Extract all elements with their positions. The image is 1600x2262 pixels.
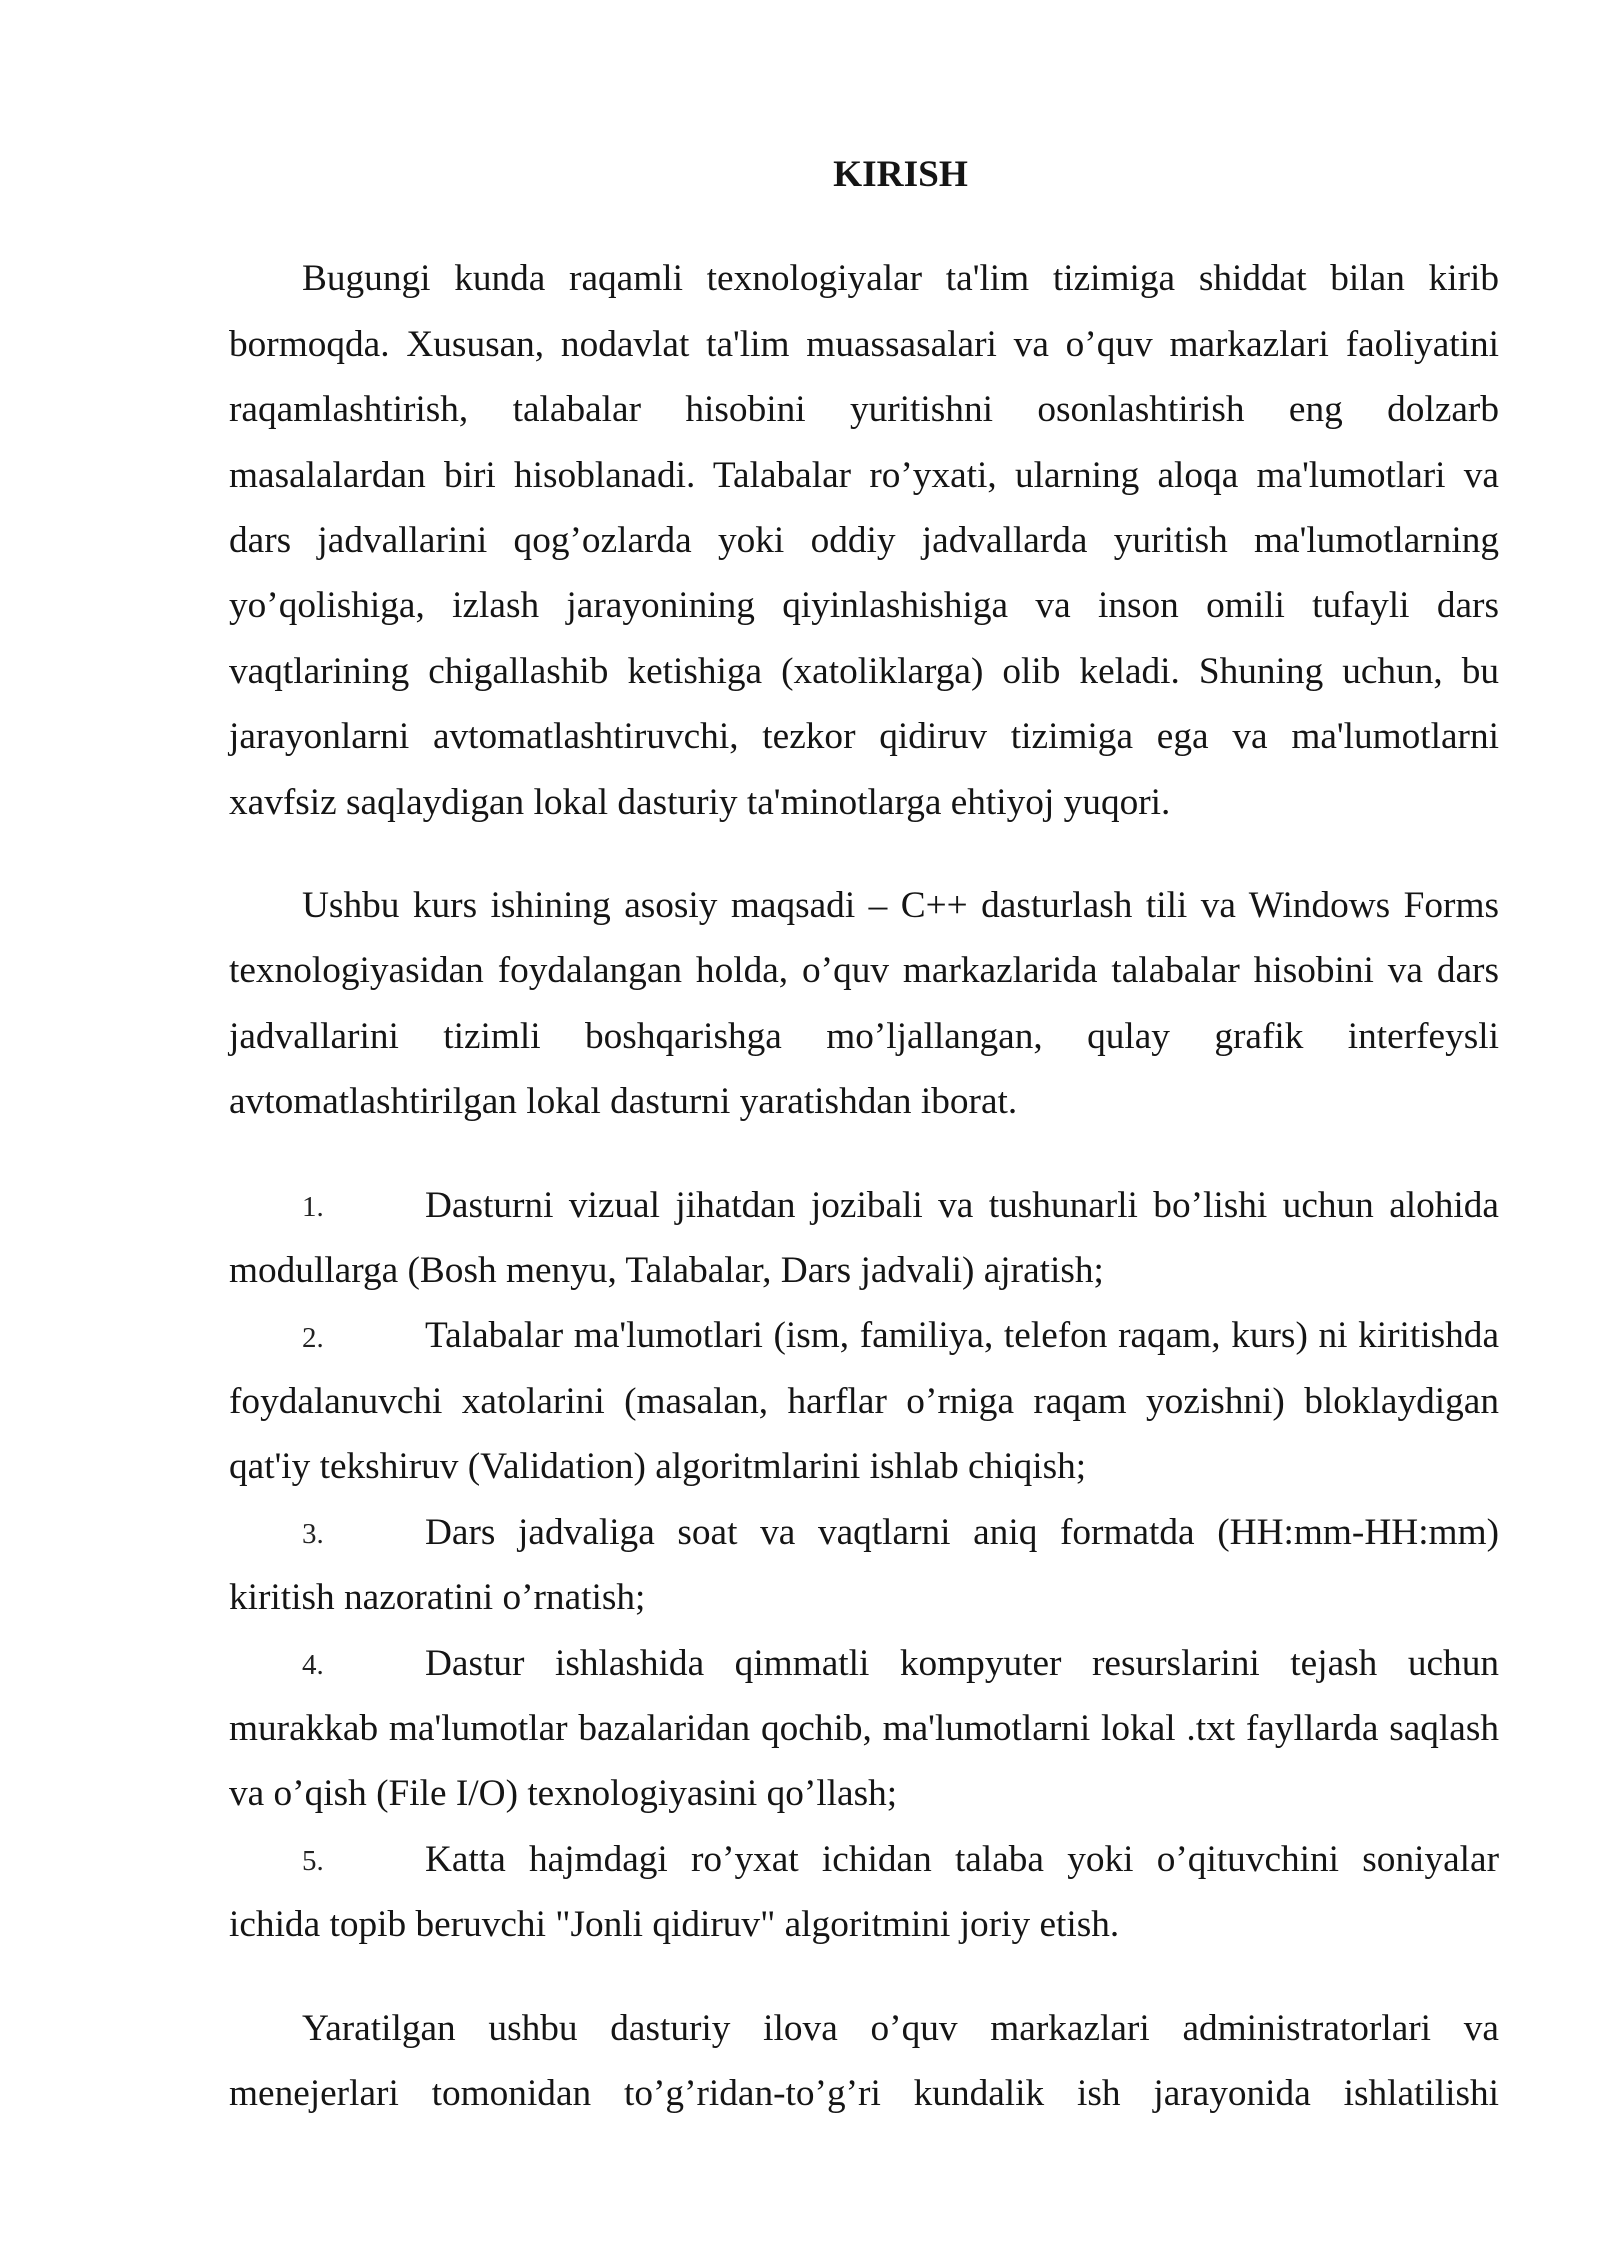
paragraph-line <box>229 2061 1499 2126</box>
paragraph-line <box>229 312 1499 377</box>
line-text: dars jadvallarini qog’ozlarda yoki oddiy jadvallarda yuritish ma'lumotlarning <box>229 519 1499 561</box>
line-text: yo’qolishiga, izlash jarayonining qiyinlashishiga va inson omili tufayli dars <box>229 585 1499 627</box>
intro-paragraph <box>229 246 1499 835</box>
section-title: KIRISH <box>833 153 968 195</box>
line-text: Katta hajmdagi ro’yxat ichidan talaba yoki o’qituvchini soniyalar <box>425 1838 1499 1880</box>
list-item <box>229 1827 1499 1958</box>
line-text: vaqtlarining chigallashib ketishiga (xatoliklarga) olib keladi. Shuning uchun, bu <box>229 650 1499 692</box>
line-text: murakkab ma'lumotlar bazalaridan qochib, ma'lumotlarni lokal .txt fayllarda saqlash <box>229 1708 1499 1750</box>
paragraph-line <box>229 443 1499 508</box>
paragraph-line <box>229 873 1499 938</box>
paragraph-line <box>229 573 1499 638</box>
list-number: 4. <box>302 1649 324 1682</box>
line-text: ichida topib beruvchi "Jonli qidiruv" algoritmini joriy etish. <box>229 1904 1120 1946</box>
paragraph-line <box>229 377 1499 442</box>
line-text: jarayonlarni avtomatlashtiruvchi, tezkor qidiruv tizimiga ega va ma'lumotlarni <box>229 716 1499 758</box>
line-text: Bugungi kunda raqamli texnologiyalar ta'lim tizimiga shiddat bilan kirib <box>302 258 1499 300</box>
numbered-list <box>229 1173 1499 1958</box>
line-text: raqamlashtirish, talabalar hisobini yuritishni osonlashtirish eng dolzarb <box>229 389 1499 431</box>
paragraph-line <box>229 704 1499 769</box>
line-text: va o’qish (File I/O) texnologiyasini qo’llash; <box>229 1773 898 1815</box>
list-item-line <box>229 1827 1499 1892</box>
line-text: qat'iy tekshiruv (Validation) algoritmlarini ishlab chiqish; <box>229 1446 1087 1488</box>
paragraph-line <box>229 1069 1499 1134</box>
line-text: Yaratilgan ushbu dasturiy ilova o’quv markazlari administratorlari va <box>302 2007 1499 2049</box>
list-item <box>229 1500 1499 1631</box>
list-item-line <box>229 1369 1499 1434</box>
list-item <box>229 1173 1499 1304</box>
document-page <box>229 142 1499 2165</box>
line-text: modullarga (Bosh menyu, Talabalar, Dars jadvali) ajratish; <box>229 1249 1104 1291</box>
paragraph-line <box>229 639 1499 704</box>
list-item-line <box>229 1303 1499 1368</box>
list-item-line <box>229 1565 1499 1630</box>
list-item <box>229 1631 1499 1827</box>
paragraph-line <box>229 246 1499 311</box>
line-text: Dastur ishlashida qimmatli kompyuter resurslarini tejash uchun <box>425 1642 1499 1684</box>
list-item-line <box>229 1892 1499 1957</box>
line-text: menejerlari tomonidan to’g’ridan-to’g’ri kundalik ish jarayonida ishlatilishi <box>229 2073 1499 2114</box>
list-item-line <box>229 1238 1499 1303</box>
goal-paragraph <box>229 873 1499 1135</box>
line-text: avtomatlashtirilgan lokal dasturni yaratishdan iborat. <box>229 1081 1018 1123</box>
list-number: 5. <box>302 1845 324 1878</box>
list-number: 3. <box>302 1518 324 1551</box>
list-item-line <box>229 1761 1499 1826</box>
line-text: kiritish nazoratini o’rnatish; <box>229 1577 646 1619</box>
list-item-line <box>229 1434 1499 1499</box>
paragraph-line <box>229 1996 1499 2061</box>
line-text: bormoqda. Xususan, nodavlat ta'lim muassasalari va o’quv markazlari faoliyatini <box>229 323 1499 365</box>
paragraph-line <box>229 770 1499 835</box>
paragraph-line <box>229 508 1499 573</box>
line-text: jadvallarini tizimli boshqarishga mo’ljallangan, qulay grafik interfeysli <box>229 1015 1499 1057</box>
line-text: Dasturni vizual jihatdan jozibali va tushunarli bo’lishi uchun alohida <box>425 1184 1499 1226</box>
paragraph-line <box>229 938 1499 1003</box>
line-text: texnologiyasidan foydalangan holda, o’quv markazlarida talabalar hisobini va dars <box>229 950 1499 992</box>
list-item-line <box>229 1173 1499 1238</box>
paragraph-line <box>229 1004 1499 1069</box>
line-text: Ushbu kurs ishining asosiy maqsadi – C++ dasturlash tili va Windows Forms <box>302 884 1499 926</box>
line-text: Talabalar ma'lumotlari (ism, familiya, telefon raqam, kurs) ni kiritishda <box>425 1315 1499 1357</box>
line-text: xavfsiz saqlaydigan lokal dasturiy ta'minotlarga ehtiyoj yuqori. <box>229 781 1171 823</box>
list-number: 2. <box>302 1321 324 1354</box>
line-text: Dars jadvaliga soat va vaqtlarni aniq formatda (HH:mm-HH:mm) <box>425 1511 1499 1553</box>
closing-paragraph <box>229 1996 1499 2127</box>
list-item-line <box>229 1500 1499 1565</box>
list-item-line <box>229 1631 1499 1696</box>
list-number: 1. <box>302 1191 324 1224</box>
list-item-line <box>229 1696 1499 1761</box>
line-text: foydalanuvchi xatolarini (masalan, harflar o’rniga raqam yozishni) bloklaydigan <box>229 1380 1499 1422</box>
list-item <box>229 1303 1499 1499</box>
line-text: masalalardan biri hisoblanadi. Talabalar ro’yxati, ularning aloqa ma'lumotlari va <box>229 454 1499 496</box>
